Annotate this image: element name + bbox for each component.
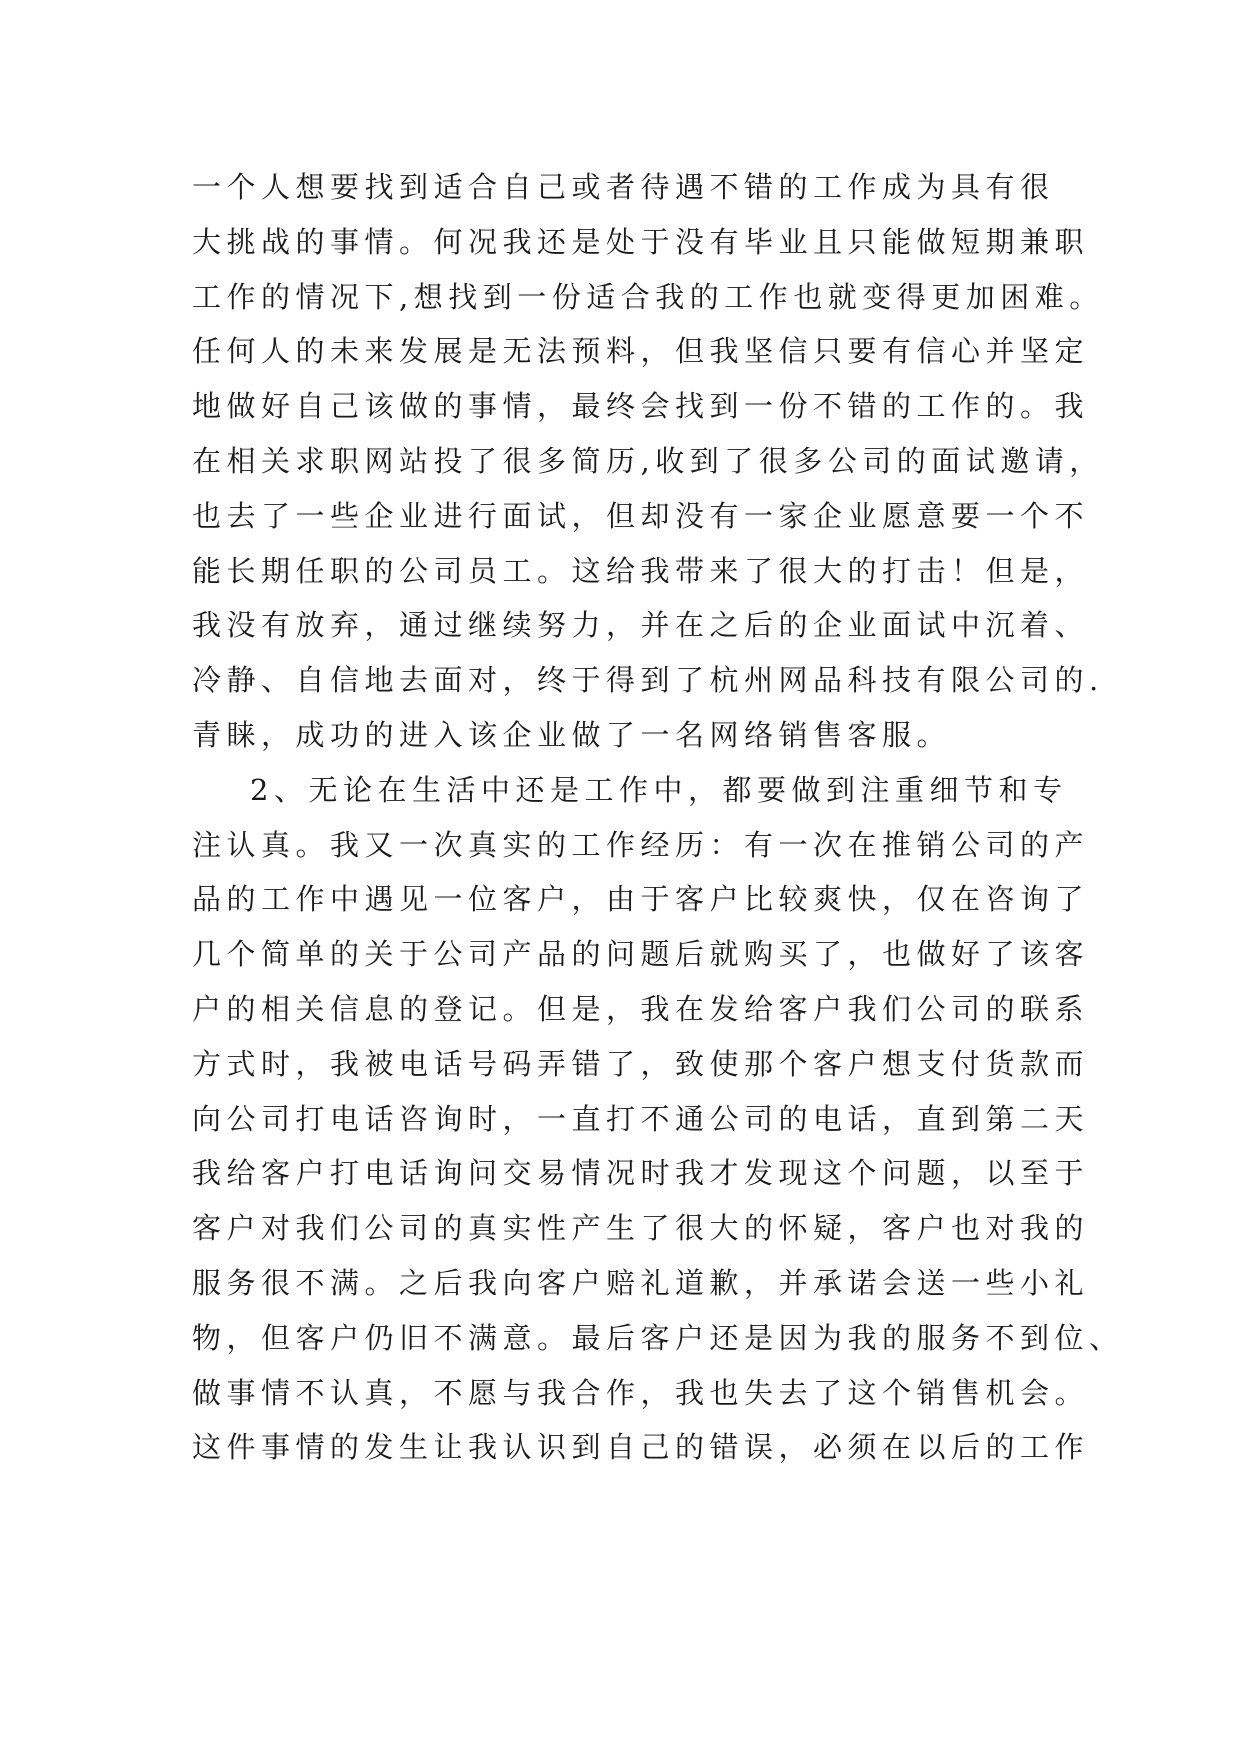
text-line: 任何人的未来发展是无法预料，但我坚信只要有信心并坚定 xyxy=(192,334,1090,369)
text-line: 几个简单的关于公司产品的问题后就购买了，也做好了该客 xyxy=(192,937,1090,972)
text-line: 青睐，成功的进入该企业做了一名网络销售客服。 xyxy=(192,717,952,752)
text-line: 向公司打电话咨询时，一直打不通公司的电话，直到第二天 xyxy=(192,1101,1090,1136)
text-line: 客户对我们公司的真实性产生了很大的怀疑，客户也对我的 xyxy=(192,1211,1090,1246)
text-line: 方式时，我被电话号码弄错了，致使那个客户想支付货款而 xyxy=(192,1046,1090,1081)
text-line: 也去了一些企业进行面试，但却没有一家企业愿意要一个不 xyxy=(192,498,1090,533)
text-line: 注认真。我又一次真实的工作经历：有一次在推销公司的产 xyxy=(192,827,1090,862)
text-line: 我没有放弃，通过继续努力，并在之后的企业面试中沉着、 xyxy=(192,608,1090,643)
text-line: 能长期任职的公司员工。这给我带来了很大的打击！但是， xyxy=(192,553,1090,588)
text-line: 户的相关信息的登记。但是，我在发给客户我们公司的联系 xyxy=(192,991,1090,1026)
text-line: 在相关求职网站投了很多简历,收到了很多公司的面试邀请， xyxy=(192,443,1104,478)
text-line: 这件事情的发生让我认识到自己的错误，必须在以后的工作 xyxy=(192,1430,1090,1465)
paragraph-start-line: 2、无论在生活中还是工作中，都要做到注重细节和专 xyxy=(250,772,1068,807)
text-line: 地做好自己该做的事情，最终会找到一份不错的工作的。我 xyxy=(192,389,1090,424)
text-line: 物，但客户仍旧不满意。最后客户还是因为我的服务不到位、 xyxy=(192,1320,1124,1355)
text-line: 工作的情况下,想找到一份适合我的工作也就变得更加困难。 xyxy=(192,279,1104,314)
text-line: 冷静、自信地去面对，终于得到了杭州网品科技有限公司的. xyxy=(192,663,1104,698)
text-line: 品的工作中遇见一位客户，由于客户比较爽快，仅在咨询了 xyxy=(192,882,1090,917)
text-line: 服务很不满。之后我向客户赔礼道歉，并承诺会送一些小礼 xyxy=(192,1265,1090,1300)
body-text xyxy=(192,160,1124,1475)
text-line: 大挑战的事情。何况我还是处于没有毕业且只能做短期兼职 xyxy=(192,224,1090,259)
text-line: 做事情不认真，不愿与我合作，我也失去了这个销售机会。 xyxy=(192,1375,1090,1410)
text-line: 一个人想要找到适合自己或者待遇不错的工作成为具有很 xyxy=(192,170,1055,204)
text-line: 我给客户打电话询问交易情况时我才发现这个问题，以至于 xyxy=(192,1156,1090,1191)
